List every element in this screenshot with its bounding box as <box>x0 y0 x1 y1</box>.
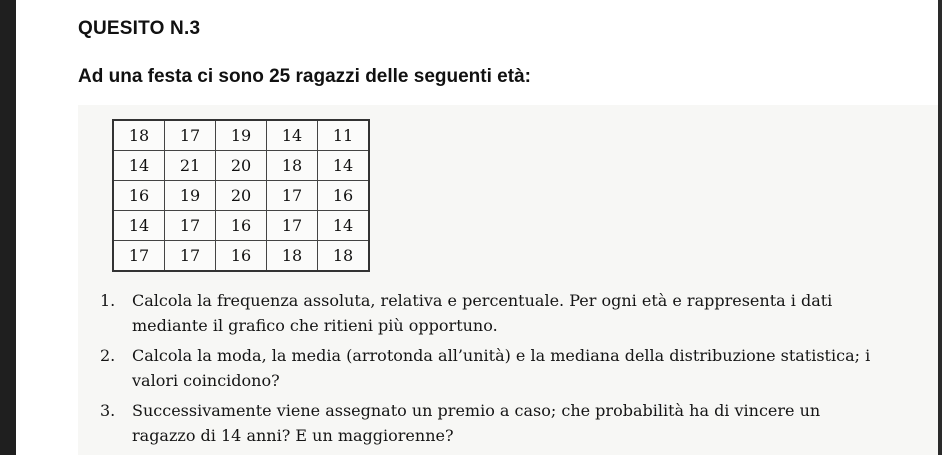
table-cell: 14 <box>267 120 318 151</box>
table-cell: 21 <box>165 151 216 181</box>
table-cell: 16 <box>113 181 165 211</box>
table-cell: 17 <box>165 241 216 272</box>
table-cell: 16 <box>318 181 370 211</box>
table-cell: 14 <box>113 211 165 241</box>
table-row <box>113 151 369 181</box>
table-cell: 16 <box>216 241 267 272</box>
table-cell: 18 <box>113 120 165 151</box>
task-text-line: Calcola la moda, la media (arrotonda all’unità) e la mediana della distribuzione statistica; i <box>132 346 871 365</box>
question-text: Ad una festa ci sono 25 ragazzi delle seguenti età: <box>78 66 531 87</box>
table-row <box>113 181 369 211</box>
table-row <box>113 120 369 151</box>
table-cell: 17 <box>165 120 216 151</box>
table-cell: 18 <box>318 241 370 272</box>
left-frame-border <box>0 0 16 455</box>
table-cell: 20 <box>216 181 267 211</box>
table-cell: 18 <box>267 241 318 272</box>
task-list <box>100 288 940 453</box>
table-cell: 17 <box>113 241 165 272</box>
exercise-title: QUESITO N.3 <box>78 18 201 39</box>
table-cell: 19 <box>165 181 216 211</box>
task-text-line: Calcola la frequenza assoluta, relativa e percentuale. Per ogni età e rappresenta i dati <box>132 291 833 310</box>
right-frame-border <box>938 0 942 455</box>
task-text-line: ragazzo di 14 anni? E un maggiorenne? <box>132 426 454 445</box>
table-cell: 17 <box>165 211 216 241</box>
table-row <box>113 211 369 241</box>
table-cell: 11 <box>318 120 370 151</box>
task-number: 1. <box>100 291 116 310</box>
document-page <box>16 0 938 455</box>
table-cell: 18 <box>267 151 318 181</box>
task-item <box>100 343 940 393</box>
table-cell: 14 <box>318 151 370 181</box>
task-item <box>100 288 940 338</box>
task-item <box>100 398 940 448</box>
task-text-line: mediante il grafico che ritieni più opportuno. <box>132 316 498 335</box>
table-row <box>113 241 369 272</box>
task-number: 2. <box>100 346 116 365</box>
ages-table <box>112 119 370 272</box>
table-cell: 16 <box>216 211 267 241</box>
task-number: 3. <box>100 401 116 420</box>
table-cell: 19 <box>216 120 267 151</box>
task-text-line: Successivamente viene assegnato un premio a caso; che probabilità ha di vincere un <box>132 401 821 420</box>
table-cell: 17 <box>267 181 318 211</box>
textbook-photo <box>78 105 938 455</box>
table-cell: 14 <box>113 151 165 181</box>
table-cell: 20 <box>216 151 267 181</box>
table-cell: 17 <box>267 211 318 241</box>
table-cell: 14 <box>318 211 370 241</box>
task-text-line: valori coincidono? <box>132 371 280 390</box>
